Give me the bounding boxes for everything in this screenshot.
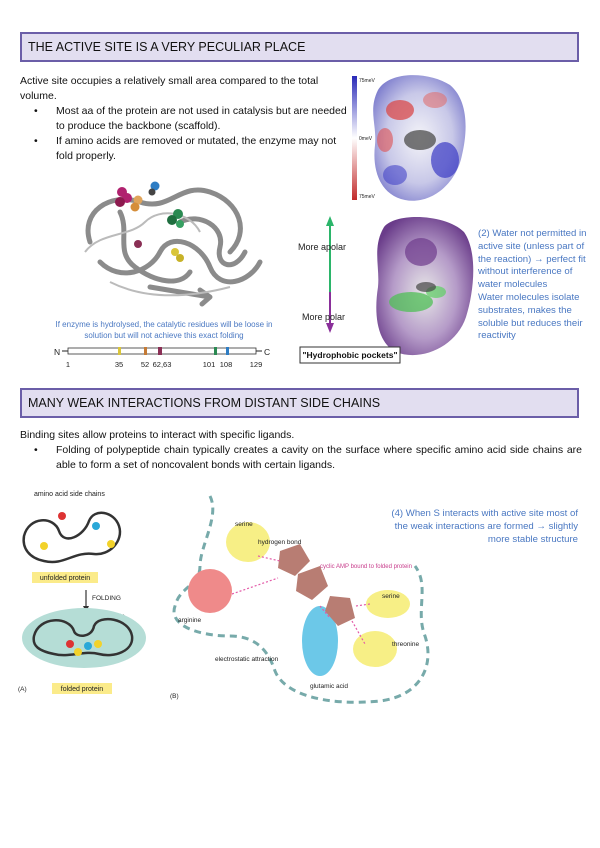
apolar-label: More apolar bbox=[298, 242, 347, 252]
bullet-list bbox=[20, 443, 582, 473]
folded-label: folded protein bbox=[60, 686, 104, 693]
section1-body bbox=[20, 74, 350, 164]
electrostatic-surface-image bbox=[350, 70, 470, 210]
potential-scale bbox=[352, 76, 357, 200]
svg-text:threonine: threonine bbox=[392, 641, 420, 648]
svg-text:75meV: 75meV bbox=[359, 194, 375, 200]
hydrophobic-surface-image bbox=[296, 212, 476, 368]
folding-label: FOLDING bbox=[92, 595, 121, 602]
water-note: (2) Water not permitted in active site (unless part of the reaction) → perfect fit without interference of water molecules Water molecules isolate substrates, makes the soluble but reduces their reactivity bbox=[478, 228, 587, 342]
sequence-bar bbox=[54, 344, 286, 370]
section-title: THE ACTIVE SITE IS A VERY PECULIAR PLACE bbox=[28, 40, 306, 54]
sequence-c-term: C bbox=[264, 347, 271, 357]
hydrolysis-note: If enzyme is hydrolysed, the catalytic residues will be loose in solution but will not achieve this exact folding bbox=[55, 320, 273, 340]
svg-text:1: 1 bbox=[65, 360, 71, 369]
bullet-item: • Most aa of the protein are not used in catalysis but are needed to produce the backbone (scaffold). bbox=[56, 104, 350, 134]
unfolded-label: unfolded protein bbox=[39, 575, 91, 582]
intro-paragraph: Binding sites allow proteins to interact with specific ligands. bbox=[20, 429, 295, 441]
bullet-item: • If amino acids are removed or mutated, the enzyme may not fold properly. bbox=[56, 134, 350, 164]
panel-b-label: (B) bbox=[170, 693, 179, 700]
svg-text:glutamic acid: glutamic acid bbox=[310, 683, 348, 690]
protein-ribbon-figure bbox=[60, 172, 280, 312]
pockets-label: "Hydrophobic pockets" bbox=[302, 350, 398, 360]
section-header-active-site bbox=[20, 32, 579, 62]
panel-a-label: (A) bbox=[18, 686, 27, 693]
svg-text:129: 129 bbox=[249, 360, 263, 369]
side-chains-label: amino acid side chains bbox=[34, 491, 105, 498]
svg-text:arginine: arginine bbox=[178, 617, 202, 624]
electrostatic-label: electrostatic attraction bbox=[215, 656, 279, 663]
section-title: MANY WEAK INTERACTIONS FROM DISTANT SIDE CHAINS bbox=[28, 396, 381, 410]
weak-interactions-note: (4) When S interacts with active site most of the weak interactions are formed → slightly more stable structure bbox=[391, 508, 578, 545]
svg-text:62,63: 62,63 bbox=[152, 360, 172, 369]
svg-text:108: 108 bbox=[219, 360, 233, 369]
svg-text:0meV: 0meV bbox=[359, 136, 373, 142]
svg-text:101: 101 bbox=[202, 360, 216, 369]
svg-text:75meV: 75meV bbox=[359, 78, 375, 84]
figure-a-folding bbox=[14, 486, 154, 702]
svg-text:serine: serine bbox=[382, 593, 400, 600]
section-header-weak-interactions bbox=[20, 388, 579, 418]
svg-text:35: 35 bbox=[114, 360, 124, 369]
sequence-n-term: N bbox=[54, 347, 61, 357]
camp-label: cyclic AMP bound to folded protein bbox=[320, 564, 412, 570]
bullet-list bbox=[20, 104, 350, 164]
bullet-item: • Folding of polypeptide chain typically creates a cavity on the surface where specific amino acid side chains are able to form a set of noncovalent bonds with certain ligands. bbox=[56, 443, 582, 473]
section2-body bbox=[20, 428, 582, 473]
svg-text:52: 52 bbox=[140, 360, 150, 369]
intro-paragraph: Active site occupies a relatively small area compared to the total volume. bbox=[20, 75, 319, 102]
polar-label: More polar bbox=[302, 312, 346, 322]
svg-text:serine: serine bbox=[235, 521, 253, 528]
hydrogen-bond-label: hydrogen bond bbox=[258, 539, 302, 546]
